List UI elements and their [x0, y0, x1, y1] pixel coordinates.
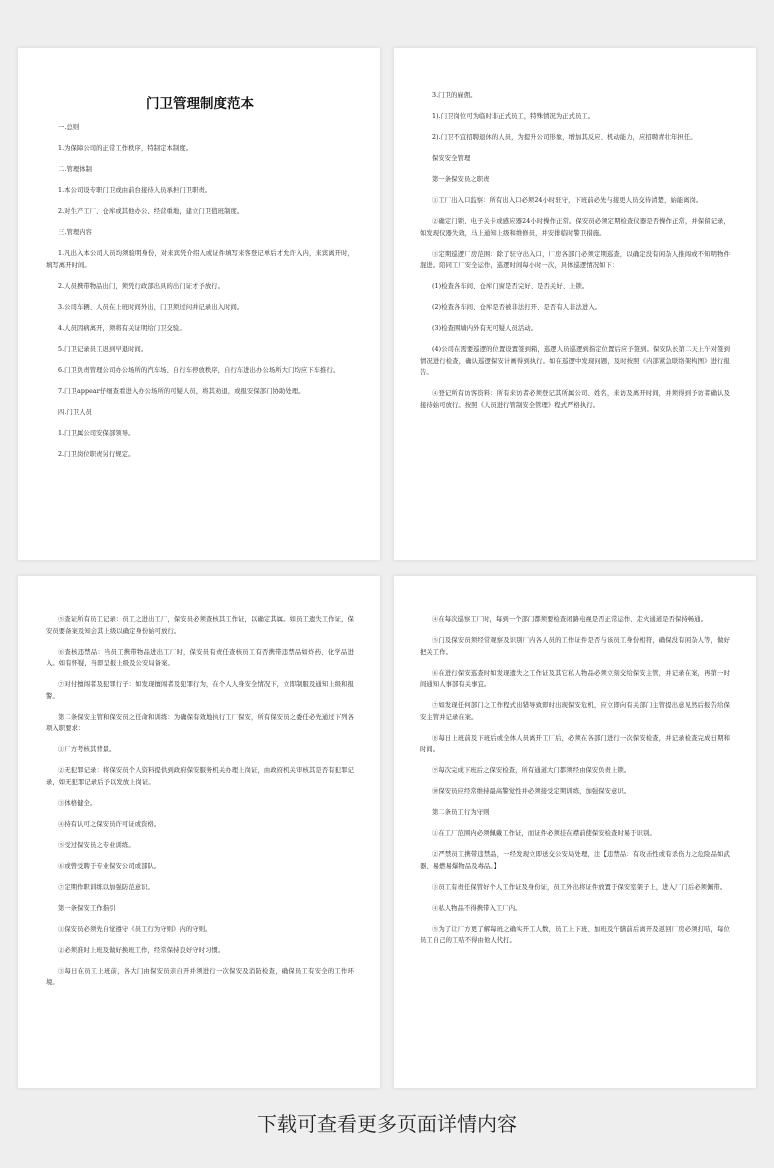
paragraph: ⑥在进行保安巡查时如发现遗失之工作证及其它私人物品必须立刻交给保安主管，并记录在案，再第一时间通知人事部有关事宜。 — [420, 669, 730, 688]
paragraph: ④私人物品不得携带入工厂内。 — [431, 904, 522, 912]
paragraph: 第一条保安员之职责 — [431, 176, 490, 183]
paragraph: ⑦定期作职训练以加强防范意识。 — [57, 883, 154, 891]
paragraph: 4.人员因病离开，须将有关证明给门卫交验。 — [57, 324, 186, 332]
document-page-3 — [18, 576, 380, 1088]
paragraph: 6.门卫负责管理公司办公场所的汽车场、自行车停放秩序，自行车进出办公场所大门均应下车推行。 — [57, 366, 340, 374]
paragraph: ①保安员必须先自觉遵守《员工行为守则》内的守则。 — [57, 925, 212, 933]
paragraph: ③员工有责任保管好个人工作证及身份证，员工外出将证件放置于保安室架子上，进入厂门后必须佩带。 — [431, 883, 727, 891]
paragraph: ④登记所有访客资料：所有来访者必须登记其所属公司、姓名，来访及离开时间，并须得到予访者确认及接待始可放行。按照《人员进行管制安全管理》程式严格执行。 — [420, 390, 730, 409]
document-page-1 — [18, 48, 380, 560]
paragraph: 3.门卫的雇佣。 — [431, 92, 477, 99]
paragraph: (3)检查围墙内外有无可疑人员活动。 — [431, 325, 538, 332]
paragraph: 四.门卫人员 — [57, 408, 93, 416]
download-more-link[interactable]: 下载可查看更多页面详情内容 — [257, 1112, 517, 1136]
paragraph: 1.凡出入本公司人员均须验明身份，对来宾凭介绍人或证件填写来客登记单后才允许入内，来宾离开时，填写离开时间。 — [46, 250, 354, 269]
paragraph: 一.总则 — [57, 124, 80, 131]
paragraph: ④持有认可之保安员许可证或资格。 — [57, 820, 161, 828]
paragraph: ⑧每日上班前及下班后或全体人员离开工厂后，必须在各部门进行一次保安检查，并记录检查完成日期和时间。 — [420, 734, 730, 753]
paragraph: ⑨每次完成下班后之保安检查，所有通道大门都须经由保安负责上锁。 — [431, 767, 631, 774]
paragraph: 1.本公司设专职门卫或由前台接待人员承担门卫职责。 — [57, 187, 212, 194]
paragraph: ③体格健全。 — [57, 799, 97, 807]
paragraph: (1)检查各车间、仓库门窗是否完好、是否关好、上锁。 — [431, 283, 589, 290]
paragraph: ⑤为了让厂方更了解每班之确实开工人数，员工上下班、加班及午膳前后离开及返回厂房必须打咭，每位员工自己的工咭不得由他人代打。 — [420, 925, 730, 944]
paragraph: ⑥或曾受聘于专业保安公司或部队。 — [57, 862, 161, 870]
document-page-2 — [394, 48, 756, 560]
paragraph: ⑤门及保安员须经常观察及识别厂内各人员的工作证件是否与该员工身份相符，确保没有闲杂人等，做好把关工作。 — [420, 637, 730, 656]
paragraph: ①工厂出入口监察：所有出入口必须24小时驻守，下班前必先与接更人员交待清楚，始能离岗。 — [431, 197, 703, 204]
paragraph: 1.为保障公司的正常工作秩序，特制定本制度。 — [57, 145, 193, 152]
paragraph: 2.门卫岗位职责另行规定。 — [57, 450, 135, 458]
paragraph: ③每日在员工上班前，各大门由保安员亲自开并须进行一次保安及消防检查，确保员工有安全的工作环境。 — [46, 967, 354, 986]
paragraph: ④在每次巡察工厂时，每到一个部门都须要检查闭路电视是否正常运作、走火通道是否保持畅通。 — [431, 616, 708, 623]
paragraph: 1).门卫岗位可为临时非正式员工，特殊情况为正式员工。 — [431, 113, 595, 120]
paragraph: 1.门卫属公司安保部领导。 — [57, 429, 135, 437]
paragraph: 7.门卫appear仔细查看进入办公场所的可疑人员，将其劝退，或报安保部门协助处理。 — [57, 387, 305, 395]
paragraph: ②确定门锁、电子关卡或感应器24小时操作正常。保安员必须定期检查仪器是否操作正常，并保留记录，如发现仪器失效，马上通知上级和维修员，并安排临时警卫措施。 — [420, 218, 730, 237]
paragraph: ⑦对付擅闯者及犯罪行子：如发现擅闯者及犯罪行为，在个人人身安全情况下，立即制服及通知上级和报警。 — [46, 681, 354, 700]
paragraph: ③定期巡逻厂房范围：除了驻守出入口，厂房各部门必须定期巡查，以确定没有闲杂人推闯或不知明物件混进。陪同工厂安全运作，巡逻时间每小时一次，具体巡逻情况如下： — [420, 250, 730, 269]
paragraph: 第二条员工行为守则 — [431, 809, 490, 816]
paragraph: ②严禁员工携带违禁品，一经发现立即送交公安局处理，注【违禁品：有攻击性或有杀伤力之危险品如武器、易燃易爆物品及毒品。】 — [420, 851, 730, 870]
paragraph: ②无犯罪记录：将保安员个人资料提供到政府保安服务机关办理上岗证，由政府机关审核其是否有犯罪记录，如无犯罪记录后予以发放上岗证。 — [46, 767, 354, 786]
paragraph: ①厂方考核其背景。 — [57, 746, 116, 753]
document-page-4 — [394, 576, 756, 1088]
paragraph: ②必须准时上班及做好换班工作，经常保持良好守时习惯。 — [57, 946, 225, 954]
paragraph: 第一条保安工作指引 — [57, 904, 116, 912]
paragraph: (2)检查各车间、仓库是否被非法打开、是否有人非法进入。 — [431, 304, 602, 311]
paragraph: 保安安全管理 — [431, 155, 471, 162]
paragraph: ⑩保安员应经常维持最高警觉性并必须接受定期训练，加强保安意识。 — [431, 788, 631, 795]
paragraph: ①在工厂范围内必须佩戴工作证，而证件必须挂在襟前使保安检查时易于识别。 — [431, 830, 656, 837]
paragraph: 2).门卫不宜招聘退休的人员，为提升公司形象，增加其反应、机动能力，应招聘青壮年担任。 — [431, 134, 697, 141]
paragraph: 5.门卫记录员工迟到早退时间。 — [57, 345, 148, 353]
paragraph: ⑦如发现任何部门之工作程式出错导致即时出现保安危机，应立即向有关部门主管提出意见然后报告给保安主管并记录在案。 — [420, 702, 730, 721]
paragraph: ⑤查证所有员工记录：员工之进出工厂，保安员必须查核其工作证，以确定其属。如员工遗失工作证，保安员要备案及知会其上级以确定身份始可放行。 — [46, 616, 354, 635]
paragraph: 3.公司车辆、人员在上班时间外出，门卫须过问并记录出入时间。 — [57, 303, 244, 311]
paragraph: (4)公司在需要巡逻的位置设置签到箱，巡逻人员巡逻到指定位置后应予签到。保安队长第二天上午对签到情况进行检查，确认巡逻保安计画得到执行。如在巡逻中发现问题，及时按照《内部紧急联络架构图》进行报告。 — [420, 346, 730, 376]
paragraph: ⑤受过保安员之专业训练。 — [57, 841, 135, 849]
paragraph: 第二条保安主管和保安员之任命和训练：为确保有效地执行工厂保安，所有保安员之委任必先通过下列各项入职要求： — [46, 713, 354, 732]
paragraph: 2.人员携带物品出门，须凭行政部出具的出门证才予放行。 — [57, 282, 225, 290]
paragraph: 2.对生产工厂、仓库或其他办公、经营重地，建立门卫值班制度。 — [57, 208, 244, 215]
paragraph: ⑥查核违禁品：当员工携带物品进出工厂时，保安员有责任查核员工有否携带违禁品如炸药、化学品进入。如有怀疑，当即呈报上级及公安局备案。 — [46, 648, 354, 667]
paragraph: 三.管理内容 — [57, 229, 93, 236]
paragraph: 二.管理体制 — [57, 166, 93, 173]
document-title: 门卫管理制度范本 — [146, 96, 254, 112]
